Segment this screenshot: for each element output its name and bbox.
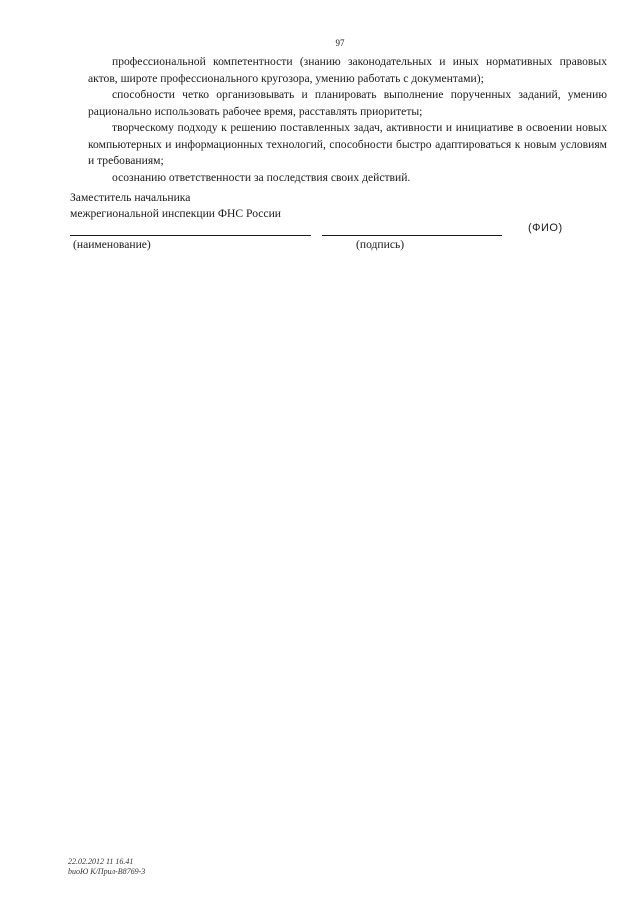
signature-position — [70, 190, 281, 222]
paragraph-creativity: творческому подходу к решению поставленных задач, активности и инициативе в освоении новых компьютерных и информационных технологий, способности быстро адаптироваться к новым условиям и требованиям; — [88, 121, 607, 167]
paragraph-responsibility: осознанию ответственности за последствия своих действий. — [112, 170, 411, 184]
position-line-1: Заместитель начальника — [70, 191, 191, 204]
footer-file-id: bиоЮ К/Прил-В8769-3 — [68, 867, 146, 876]
paragraph-competence: профессиональной компетентности (знанию законодательных и иных нормативных правовых актов, широте профессионального кругозора, умению работать с документами); — [88, 55, 607, 85]
name-signature-line — [70, 235, 311, 236]
signature-line — [322, 235, 502, 236]
name-caption: (наименование) — [73, 238, 151, 251]
page-number: 97 — [335, 38, 345, 48]
fio-caption: (ФИО) — [528, 222, 563, 234]
paragraph-organization: способности четко организовывать и планировать выполнение порученных заданий, умению рационально использовать рабочее время, расставлять приоритеты; — [88, 88, 607, 118]
position-line-2: межрегиональной инспекции ФНС России — [70, 207, 281, 220]
sign-caption: (подпись) — [356, 238, 405, 251]
footer-timestamp: 22.02.2012 11 16.41 — [68, 857, 134, 866]
document-footer — [68, 857, 145, 877]
document-body — [88, 54, 607, 186]
